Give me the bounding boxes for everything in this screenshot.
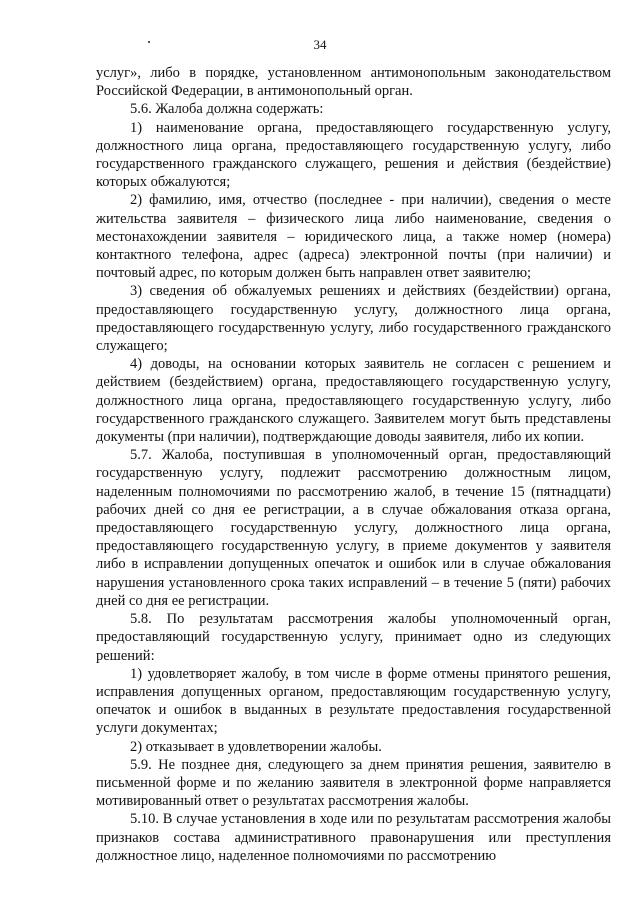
paragraph-5-8: 5.8. По результатам рассмотрения жалобы уполномоченный орган, предоставляющий государственную услугу, принимает одно из следующих решений:	[96, 611, 611, 664]
list-item-5-8-2: 2) отказывает в удовлетворении жалобы.	[130, 738, 382, 755]
scan-speck	[148, 41, 150, 43]
list-item-5-6-3: 3) сведения об обжалуемых решениях и действиях (бездействии) органа, предоставляющего государственную услугу, должностного лица органа, предоставляющего государственную услугу, либо государственного гражданского служащего;	[96, 283, 611, 355]
list-item-5-6-1: 1) наименование органа, предоставляющего государственную услугу, должностного лица органа, предоставляющего государственную услугу, либо государственного гражданского служащего, решения и действия (бездействие) которых обжалуются;	[96, 119, 611, 191]
page-number: 34	[313, 37, 327, 52]
paragraph-5-6: 5.6. Жалоба должна содержать:	[130, 101, 324, 118]
paragraph-5-9: 5.9. Не позднее дня, следующего за днем принятия решения, заявителю в письменной форме и по желанию заявителя в электронной форме направляется мотивированный ответ о результатах рассмотрения жалобы.	[96, 756, 611, 810]
paragraph-5-7: 5.7. Жалоба, поступившая в уполномоченный орган, предоставляющий государственную услугу, подлежит рассмотрению должностным лицом, наделенным полномочиями по рассмотрению жалоб, в течение 15 (пятнадцати) рабочих дней со дня ее регистрации, а в случае обжалования отказа органа, предоставляющего государственную услугу, должностного лица органа, предоставляющего государственную услугу, в приеме документов у заявителя либо в исправлении допущенных опечаток и ошибок или в случае обжалования нарушения установленного срока таких исправлений – в течение 5 (пяти) рабочих дней со дня ее регистрации.	[96, 447, 611, 609]
list-item-5-6-2: 2) фамилию, имя, отчество (последнее - при наличии), сведения о месте жительства заявителя – физического лица либо наименование, сведения о местонахождении заявителя – юридического лица, а также номер (номера) контактного телефона, адрес (адреса) электронной почты (при наличии) и почтовый адрес, по которым должен быть направлен ответ заявителю;	[96, 192, 611, 282]
list-item-5-6-4: 4) доводы, на основании которых заявитель не согласен с решением и действием (бездействием) органа, предоставляющего государственную услугу, должностного лица органа, предоставляющего государственную услугу, либо государственного гражданского служащего. Заявителем могут быть представлены документы (при наличии), подтверждающие доводы заявителя, либо их копии.	[96, 356, 611, 446]
list-item-5-8-1: 1) удовлетворяет жалобу, в том числе в форме отмены принятого решения, исправления допущенных органом, предоставляющим государственную услугу, опечаток и ошибок в выданных в результате предоставления государственной услуги документах;	[96, 665, 611, 737]
document-body	[96, 64, 611, 865]
paragraph-continuation: услуг», либо в порядке, установленном антимонопольным законодательством Российской Федерации, в антимонопольный орган.	[96, 65, 611, 100]
paragraph-5-10: 5.10. В случае установления в ходе или по результатам рассмотрения жалобы признаков состава административного правонарушения или преступления должностное лицо, наделенное полномочиями по рассмотрению	[96, 811, 611, 864]
